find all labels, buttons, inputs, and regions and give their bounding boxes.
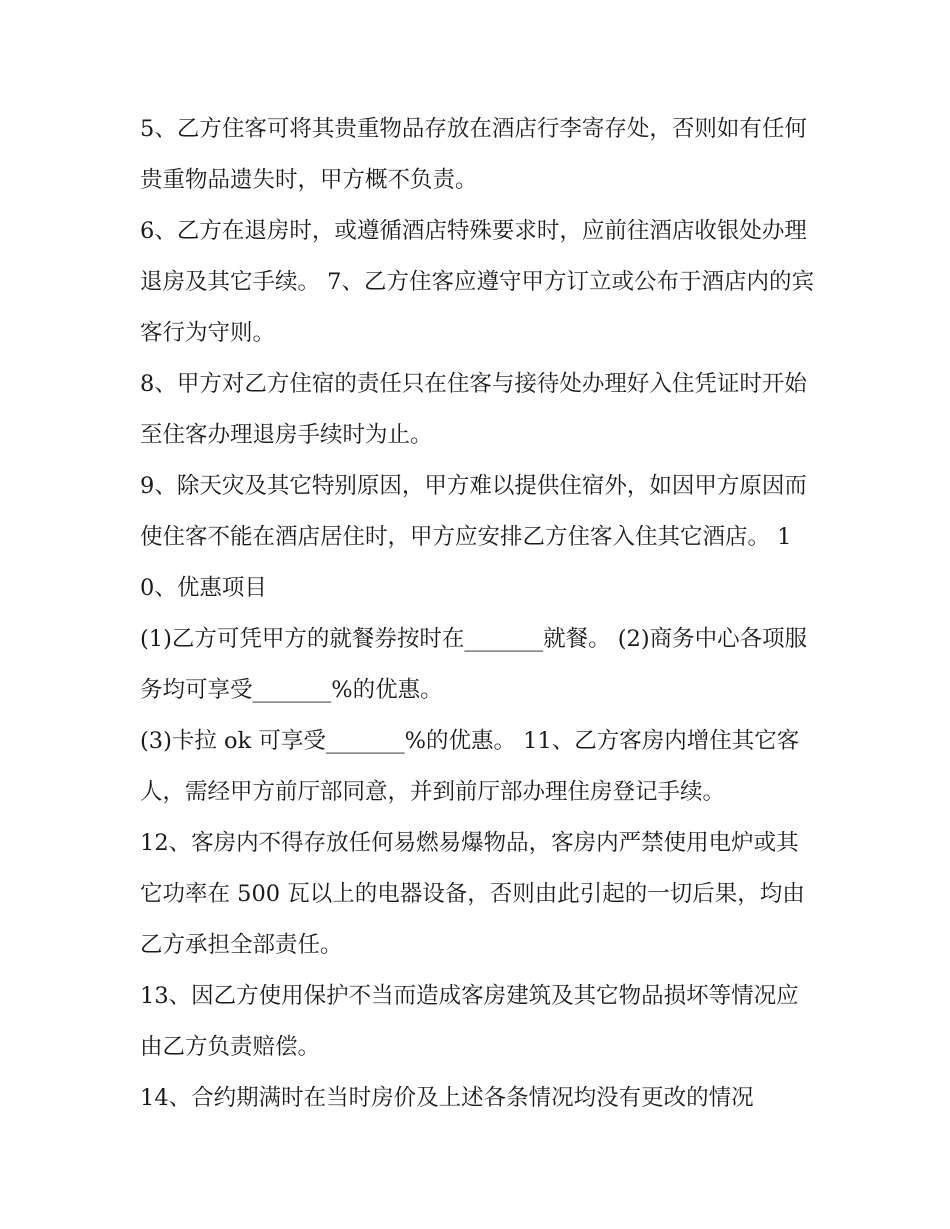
clause-5-paragraph: 5、乙方住客可将其贵重物品存放在酒店行李寄存处，否则如有任何贵重物品遗失时，甲方概不负责。: [140, 116, 807, 193]
clause-12-paragraph: 12、客房内不得存放任何易燃易爆物品，客房内严禁使用电炉或其它功率在 500 瓦以上的电器设备，否则由此引起的一切后果，均由乙方承担全部责任。: [140, 830, 805, 958]
document-body: [140, 104, 820, 1124]
clause-9-10-paragraph: 9、除天灾及其它特别原因，甲方难以提供住宿外，如因甲方原因而使住客不能在酒店居住时，甲方应安排乙方住客入住其它酒店。 10、优惠项目: [140, 473, 807, 601]
discount-item-3-clause-11-paragraph: (3)卡拉 ok 可享受_______%的优惠。 11、乙方客房内增住其它客人，需经甲方前厅部同意，并到前厅部办理住房登记手续。: [140, 728, 800, 805]
discount-items-1-2-paragraph: (1)乙方可凭甲方的就餐券按时在_______就餐。 (2)商务中心各项服务均可享受_______%的优惠。: [140, 626, 808, 703]
clause-13-paragraph: 13、因乙方使用保护不当而造成客房建筑及其它物品损坏等情况应由乙方负责赔偿。: [140, 983, 799, 1060]
clause-6-7-paragraph: 6、乙方在退房时，或遵循酒店特殊要求时，应前往酒店收银处办理退房及其它手续。 7、乙方住客应遵守甲方订立或公布于酒店内的宾客行为守则。: [140, 218, 814, 346]
clause-14-paragraph: 14、合约期满时在当时房价及上述各条情况均没有更改的情况: [140, 1085, 754, 1111]
clause-8-paragraph: 8、甲方对乙方住宿的责任只在住客与接待处办理好入住凭证时开始至住客办理退房手续时为止。: [140, 371, 807, 448]
